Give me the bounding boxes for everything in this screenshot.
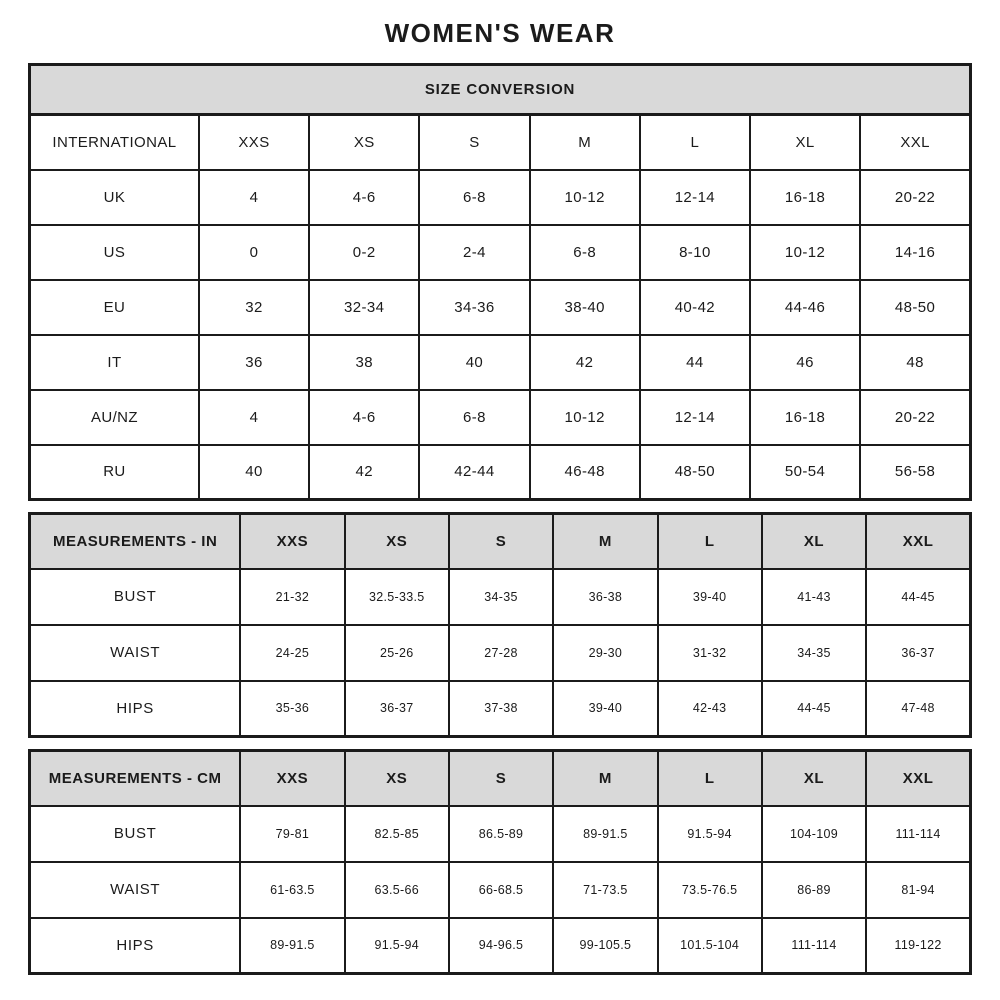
measurement-value-cell: 27-28 xyxy=(449,625,553,681)
size-value-cell: 2-4 xyxy=(419,225,529,280)
size-value-cell: 4-6 xyxy=(309,390,419,445)
measurement-value-cell: 86-89 xyxy=(762,862,866,918)
measurement-value-cell: 66-68.5 xyxy=(449,862,553,918)
size-header-l: L xyxy=(658,514,762,569)
size-header-xxs: XXS xyxy=(240,751,344,806)
size-value-cell: 38-40 xyxy=(530,280,640,335)
size-value-cell: 4 xyxy=(199,390,309,445)
size-value-cell: 20-22 xyxy=(860,170,970,225)
measurement-value-cell: 61-63.5 xyxy=(240,862,344,918)
column-header-xs: XS xyxy=(309,115,419,170)
row-label: AU/NZ xyxy=(30,390,199,445)
size-header-l: L xyxy=(658,751,762,806)
measurement-value-cell: 42-43 xyxy=(658,681,762,737)
measurement-value-cell: 79-81 xyxy=(240,806,344,862)
measurements-in-table xyxy=(28,512,972,738)
measurement-value-cell: 21-32 xyxy=(240,569,344,625)
table-row-waist-cm xyxy=(30,862,971,918)
measurement-value-cell: 63.5-66 xyxy=(345,862,449,918)
row-label: HIPS xyxy=(30,681,241,737)
size-header-xxl: XXL xyxy=(866,514,970,569)
size-value-cell: 48-50 xyxy=(640,445,750,500)
size-header-xl: XL xyxy=(762,514,866,569)
measurement-value-cell: 86.5-89 xyxy=(449,806,553,862)
row-label: EU xyxy=(30,280,199,335)
size-value-cell: 48 xyxy=(860,335,970,390)
table-row-bust-cm xyxy=(30,806,971,862)
size-header-s: S xyxy=(449,751,553,806)
column-header-international: INTERNATIONAL xyxy=(30,115,199,170)
measurement-value-cell: 104-109 xyxy=(762,806,866,862)
size-value-cell: 44-46 xyxy=(750,280,860,335)
measurement-value-cell: 47-48 xyxy=(866,681,970,737)
table-row-hips-in xyxy=(30,681,971,737)
size-value-cell: 38 xyxy=(309,335,419,390)
row-label: WAIST xyxy=(30,625,241,681)
size-header-m: M xyxy=(553,751,657,806)
measurement-value-cell: 24-25 xyxy=(240,625,344,681)
measurement-value-cell: 36-38 xyxy=(553,569,657,625)
column-header-xl: XL xyxy=(750,115,860,170)
size-value-cell: 6-8 xyxy=(419,170,529,225)
table-row-us xyxy=(30,225,971,280)
measurement-value-cell: 71-73.5 xyxy=(553,862,657,918)
measurement-value-cell: 37-38 xyxy=(449,681,553,737)
row-label: WAIST xyxy=(30,862,241,918)
size-header-xs: XS xyxy=(345,751,449,806)
measurement-value-cell: 111-114 xyxy=(762,918,866,974)
size-value-cell: 40 xyxy=(419,335,529,390)
measurement-value-cell: 44-45 xyxy=(762,681,866,737)
measurement-value-cell: 81-94 xyxy=(866,862,970,918)
measurements-in-title: MEASUREMENTS - IN xyxy=(30,514,241,569)
column-header-s: S xyxy=(419,115,529,170)
size-value-cell: 16-18 xyxy=(750,170,860,225)
measurements-cm-table xyxy=(28,749,972,975)
row-label: HIPS xyxy=(30,918,241,974)
size-value-cell: 12-14 xyxy=(640,390,750,445)
measurement-value-cell: 34-35 xyxy=(449,569,553,625)
size-header-xs: XS xyxy=(345,514,449,569)
size-value-cell: 56-58 xyxy=(860,445,970,500)
size-header-s: S xyxy=(449,514,553,569)
size-value-cell: 10-12 xyxy=(530,170,640,225)
size-value-cell: 50-54 xyxy=(750,445,860,500)
measurements-cm-title: MEASUREMENTS - CM xyxy=(30,751,241,806)
size-value-cell: 14-16 xyxy=(860,225,970,280)
size-value-cell: 10-12 xyxy=(750,225,860,280)
size-header-xl: XL xyxy=(762,751,866,806)
measurements-cm-header-row xyxy=(30,751,971,806)
measurement-value-cell: 73.5-76.5 xyxy=(658,862,762,918)
measurement-value-cell: 29-30 xyxy=(553,625,657,681)
size-header-xxl: XXL xyxy=(866,751,970,806)
column-header-l: L xyxy=(640,115,750,170)
size-value-cell: 32 xyxy=(199,280,309,335)
table-row-uk xyxy=(30,170,971,225)
measurement-value-cell: 34-35 xyxy=(762,625,866,681)
size-conversion-banner: SIZE CONVERSION xyxy=(30,65,971,115)
row-label: BUST xyxy=(30,806,241,862)
measurement-value-cell: 35-36 xyxy=(240,681,344,737)
size-value-cell: 34-36 xyxy=(419,280,529,335)
measurement-value-cell: 44-45 xyxy=(866,569,970,625)
size-value-cell: 6-8 xyxy=(530,225,640,280)
measurement-value-cell: 101.5-104 xyxy=(658,918,762,974)
size-value-cell: 4 xyxy=(199,170,309,225)
size-value-cell: 8-10 xyxy=(640,225,750,280)
measurement-value-cell: 99-105.5 xyxy=(553,918,657,974)
table-row-bust-in xyxy=(30,569,971,625)
size-header-xxs: XXS xyxy=(240,514,344,569)
measurement-value-cell: 25-26 xyxy=(345,625,449,681)
page-title: WOMEN'S WEAR xyxy=(384,18,616,48)
size-value-cell: 42-44 xyxy=(419,445,529,500)
measurement-value-cell: 89-91.5 xyxy=(553,806,657,862)
measurement-value-cell: 41-43 xyxy=(762,569,866,625)
measurements-in-header-row xyxy=(30,514,971,569)
measurement-value-cell: 111-114 xyxy=(866,806,970,862)
size-conversion-table xyxy=(28,63,972,501)
size-value-cell: 40 xyxy=(199,445,309,500)
size-value-cell: 4-6 xyxy=(309,170,419,225)
size-value-cell: 46 xyxy=(750,335,860,390)
table-row-hips-cm xyxy=(30,918,971,974)
size-value-cell: 40-42 xyxy=(640,280,750,335)
row-label: BUST xyxy=(30,569,241,625)
column-header-m: M xyxy=(530,115,640,170)
size-value-cell: 0 xyxy=(199,225,309,280)
size-value-cell: 20-22 xyxy=(860,390,970,445)
column-header-xxl: XXL xyxy=(860,115,970,170)
measurement-value-cell: 31-32 xyxy=(658,625,762,681)
size-conversion-banner-row xyxy=(30,65,971,115)
measurement-value-cell: 91.5-94 xyxy=(345,918,449,974)
size-conversion-header-row xyxy=(30,115,971,170)
size-value-cell: 16-18 xyxy=(750,390,860,445)
measurement-value-cell: 89-91.5 xyxy=(240,918,344,974)
row-label: RU xyxy=(30,445,199,500)
row-label: IT xyxy=(30,335,199,390)
row-label: UK xyxy=(30,170,199,225)
size-value-cell: 0-2 xyxy=(309,225,419,280)
measurement-value-cell: 94-96.5 xyxy=(449,918,553,974)
size-value-cell: 46-48 xyxy=(530,445,640,500)
measurement-value-cell: 39-40 xyxy=(553,681,657,737)
size-header-m: M xyxy=(553,514,657,569)
measurement-value-cell: 91.5-94 xyxy=(658,806,762,862)
size-value-cell: 12-14 xyxy=(640,170,750,225)
measurement-value-cell: 32.5-33.5 xyxy=(345,569,449,625)
measurement-value-cell: 36-37 xyxy=(866,625,970,681)
size-value-cell: 48-50 xyxy=(860,280,970,335)
size-value-cell: 42 xyxy=(309,445,419,500)
measurement-value-cell: 119-122 xyxy=(866,918,970,974)
size-value-cell: 36 xyxy=(199,335,309,390)
size-value-cell: 42 xyxy=(530,335,640,390)
measurement-value-cell: 82.5-85 xyxy=(345,806,449,862)
size-value-cell: 32-34 xyxy=(309,280,419,335)
row-label: US xyxy=(30,225,199,280)
table-row-aunz xyxy=(30,390,971,445)
table-row-waist-in xyxy=(30,625,971,681)
measurement-value-cell: 39-40 xyxy=(658,569,762,625)
size-value-cell: 44 xyxy=(640,335,750,390)
table-row-it xyxy=(30,335,971,390)
table-row-eu xyxy=(30,280,971,335)
size-value-cell: 10-12 xyxy=(530,390,640,445)
column-header-xxs: XXS xyxy=(199,115,309,170)
size-value-cell: 6-8 xyxy=(419,390,529,445)
measurement-value-cell: 36-37 xyxy=(345,681,449,737)
table-row-ru xyxy=(30,445,971,500)
